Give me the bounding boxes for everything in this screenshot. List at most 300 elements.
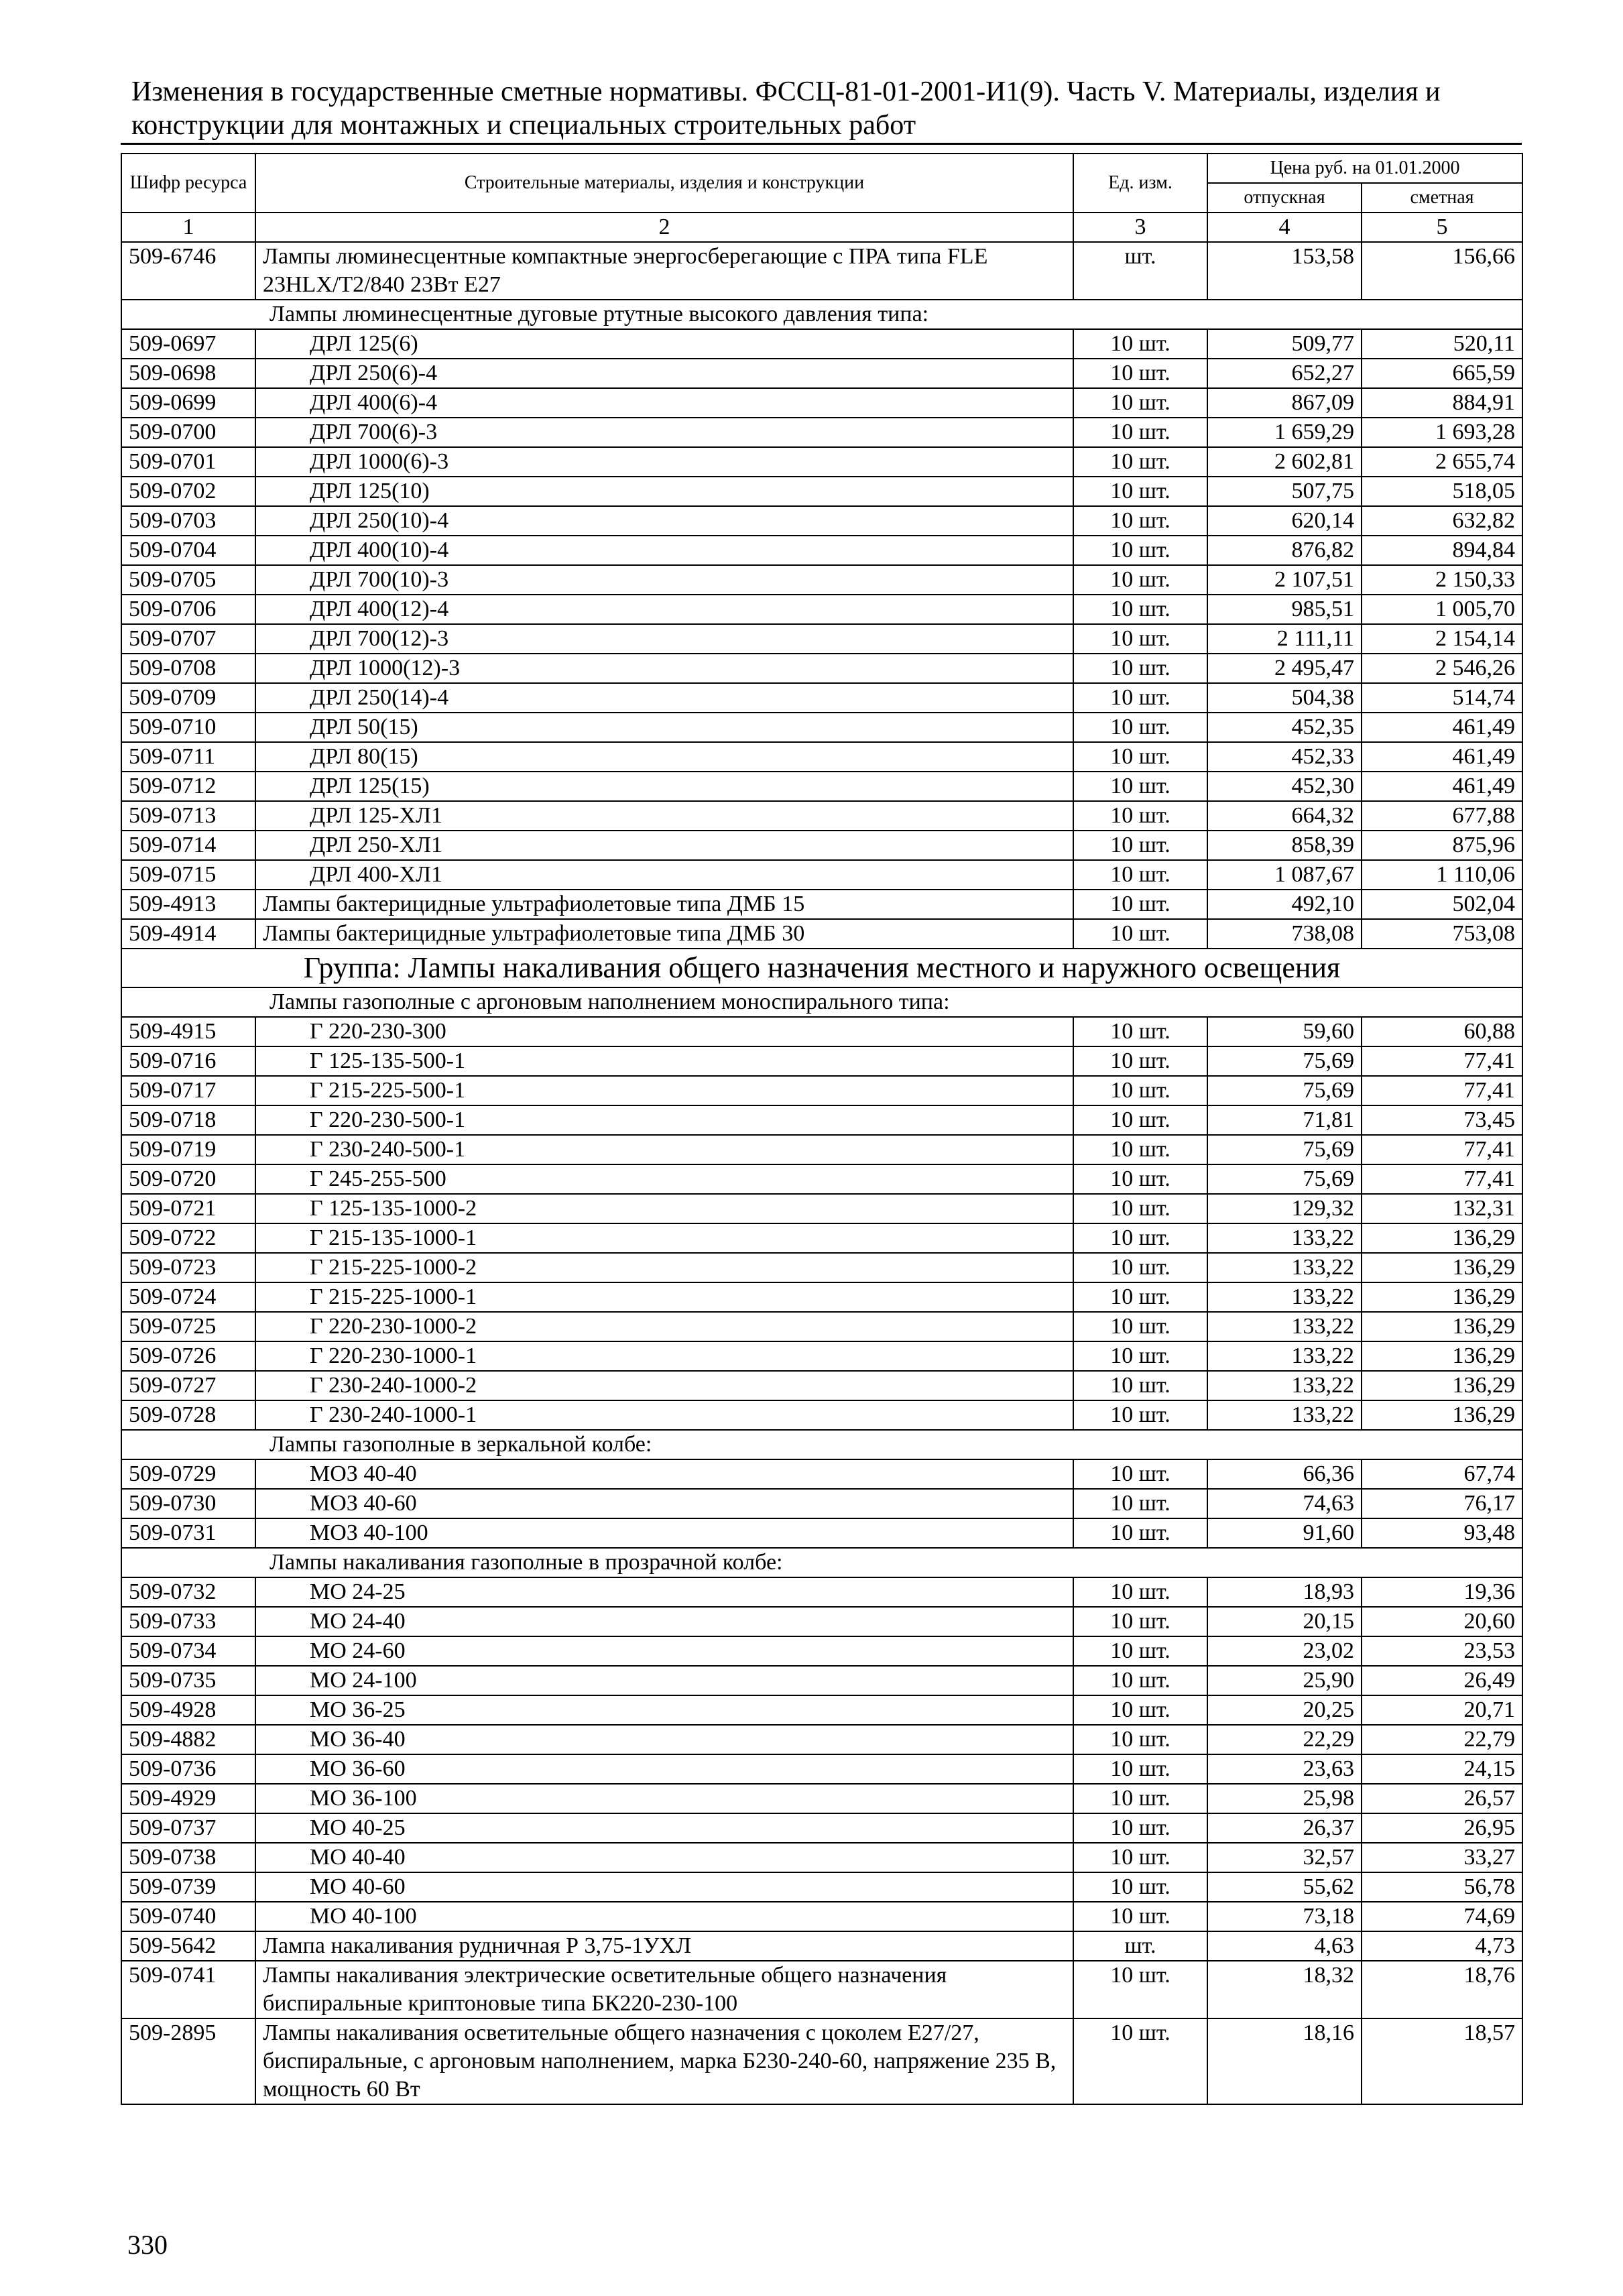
resource-code: 509-0730: [121, 1489, 255, 1518]
estimate-price: 77,41: [1362, 1164, 1522, 1194]
release-price: 133,22: [1207, 1282, 1362, 1312]
material-name: ДРЛ 80(15): [255, 742, 1073, 772]
estimate-price: 24,15: [1362, 1754, 1522, 1784]
table-row: [121, 506, 1522, 536]
table-row: [121, 1459, 1522, 1489]
table-row: [121, 1902, 1522, 1931]
material-name: ДРЛ 700(12)-3: [255, 624, 1073, 654]
column-number: 3: [1073, 213, 1207, 242]
estimate-price: 20,60: [1362, 1607, 1522, 1636]
material-name: МО 24-40: [255, 1607, 1073, 1636]
material-name: ДРЛ 1000(12)-3: [255, 654, 1073, 683]
unit-cell: 10 шт.: [1073, 536, 1207, 565]
header-price: Цена руб. на 01.01.2000: [1207, 154, 1522, 183]
material-name: ДРЛ 125(15): [255, 772, 1073, 801]
table-row: [121, 801, 1522, 831]
resource-code: 509-0712: [121, 772, 255, 801]
material-name: ДРЛ 700(10)-3: [255, 565, 1073, 595]
table-row: [121, 1105, 1522, 1135]
release-price: 55,62: [1207, 1872, 1362, 1902]
release-price: 133,22: [1207, 1312, 1362, 1341]
unit-cell: шт.: [1073, 1931, 1207, 1961]
material-name: МОЗ 40-60: [255, 1489, 1073, 1518]
estimate-price: 502,04: [1362, 890, 1522, 919]
estimate-price: 26,95: [1362, 1813, 1522, 1843]
estimate-price: 73,45: [1362, 1105, 1522, 1135]
header-release-price: отпускная: [1207, 183, 1362, 213]
resource-code: 509-0711: [121, 742, 255, 772]
resource-code: 509-4882: [121, 1725, 255, 1754]
unit-cell: 10 шт.: [1073, 1961, 1207, 2018]
resource-code: 509-0708: [121, 654, 255, 683]
release-price: 32,57: [1207, 1843, 1362, 1872]
release-price: 133,22: [1207, 1253, 1362, 1282]
resource-code: 509-0736: [121, 1754, 255, 1784]
unit-cell: 10 шт.: [1073, 1164, 1207, 1194]
unit-cell: 10 шт.: [1073, 565, 1207, 595]
table-row: [121, 1194, 1522, 1223]
release-price: 2 495,47: [1207, 654, 1362, 683]
resource-code: 509-0733: [121, 1607, 255, 1636]
estimate-price: 136,29: [1362, 1282, 1522, 1312]
release-price: 985,51: [1207, 595, 1362, 624]
subheading-row: [121, 1548, 1522, 1577]
estimate-price: 77,41: [1362, 1046, 1522, 1076]
table-row: [121, 1754, 1522, 1784]
resource-code: 509-0727: [121, 1371, 255, 1400]
release-price: 20,25: [1207, 1695, 1362, 1725]
resource-code: 509-0699: [121, 388, 255, 418]
material-name: ДРЛ 250-ХЛ1: [255, 831, 1073, 860]
group-row: [121, 949, 1522, 987]
unit-cell: 10 шт.: [1073, 1784, 1207, 1813]
unit-cell: 10 шт.: [1073, 1076, 1207, 1105]
table-row: [121, 1282, 1522, 1312]
price-table: [121, 153, 1523, 2105]
unit-cell: 10 шт.: [1073, 772, 1207, 801]
material-name: Г 215-225-1000-2: [255, 1253, 1073, 1282]
estimate-price: 461,49: [1362, 742, 1522, 772]
resource-code: 509-0737: [121, 1813, 255, 1843]
table-row: [121, 1931, 1522, 1961]
estimate-price: 136,29: [1362, 1253, 1522, 1282]
estimate-price: 2 154,14: [1362, 624, 1522, 654]
material-name: Г 230-240-1000-1: [255, 1400, 1073, 1430]
material-name: ДРЛ 50(15): [255, 713, 1073, 742]
table-row: [121, 1666, 1522, 1695]
table-row: [121, 1843, 1522, 1872]
unit-cell: 10 шт.: [1073, 860, 1207, 890]
header-estimate-price: сметная: [1362, 183, 1522, 213]
estimate-price: 136,29: [1362, 1312, 1522, 1341]
release-price: 664,32: [1207, 801, 1362, 831]
resource-code: 509-0722: [121, 1223, 255, 1253]
estimate-price: 518,05: [1362, 477, 1522, 506]
release-price: 129,32: [1207, 1194, 1362, 1223]
table-row: [121, 1489, 1522, 1518]
table-row: [121, 1636, 1522, 1666]
unit-cell: 10 шт.: [1073, 329, 1207, 359]
resource-code: 509-0734: [121, 1636, 255, 1666]
release-price: 23,63: [1207, 1754, 1362, 1784]
unit-cell: 10 шт.: [1073, 1695, 1207, 1725]
resource-code: 509-0723: [121, 1253, 255, 1282]
release-price: 75,69: [1207, 1046, 1362, 1076]
resource-code: 509-0709: [121, 683, 255, 713]
release-price: 25,98: [1207, 1784, 1362, 1813]
unit-cell: 10 шт.: [1073, 1902, 1207, 1931]
material-name: Г 220-230-300: [255, 1017, 1073, 1046]
material-name: Лампы люминесцентные компактные энергосберегающие с ПРА типа FLE 23HLX/T2/840 23Вт E27: [255, 242, 1073, 300]
estimate-price: 632,82: [1362, 506, 1522, 536]
table-row: [121, 418, 1522, 447]
estimate-price: 26,49: [1362, 1666, 1522, 1695]
release-price: 738,08: [1207, 919, 1362, 949]
estimate-price: 23,53: [1362, 1636, 1522, 1666]
release-price: 504,38: [1207, 683, 1362, 713]
unit-cell: 10 шт.: [1073, 890, 1207, 919]
estimate-price: 753,08: [1362, 919, 1522, 949]
estimate-price: 136,29: [1362, 1400, 1522, 1430]
unit-cell: 10 шт.: [1073, 477, 1207, 506]
estimate-price: 2 655,74: [1362, 447, 1522, 477]
material-name: ДРЛ 400(12)-4: [255, 595, 1073, 624]
estimate-price: 20,71: [1362, 1695, 1522, 1725]
material-name: МО 24-60: [255, 1636, 1073, 1666]
resource-code: 509-0718: [121, 1105, 255, 1135]
estimate-price: 26,57: [1362, 1784, 1522, 1813]
subheading: Лампы накаливания газополные в прозрачной колбе:: [121, 1548, 1522, 1577]
material-name: ДРЛ 250(6)-4: [255, 359, 1073, 388]
resource-code: 509-0739: [121, 1872, 255, 1902]
subheading: Лампы люминесцентные дуговые ртутные высокого давления типа:: [121, 300, 1522, 329]
material-name: ДРЛ 250(10)-4: [255, 506, 1073, 536]
resource-code: 509-2895: [121, 2018, 255, 2104]
resource-code: 509-0710: [121, 713, 255, 742]
table-row: [121, 2018, 1522, 2104]
material-name: МО 24-25: [255, 1577, 1073, 1607]
estimate-price: 77,41: [1362, 1135, 1522, 1164]
material-name: Г 220-230-1000-2: [255, 1312, 1073, 1341]
table-row: [121, 624, 1522, 654]
estimate-price: 33,27: [1362, 1843, 1522, 1872]
release-price: 2 107,51: [1207, 565, 1362, 595]
resource-code: 509-0716: [121, 1046, 255, 1076]
resource-code: 509-0735: [121, 1666, 255, 1695]
column-number: 4: [1207, 213, 1362, 242]
estimate-price: 156,66: [1362, 242, 1522, 300]
resource-code: 509-4915: [121, 1017, 255, 1046]
unit-cell: 10 шт.: [1073, 1312, 1207, 1341]
table-row: [121, 1223, 1522, 1253]
unit-cell: 10 шт.: [1073, 1843, 1207, 1872]
resource-code: 509-0731: [121, 1518, 255, 1548]
estimate-price: 136,29: [1362, 1371, 1522, 1400]
unit-cell: 10 шт.: [1073, 801, 1207, 831]
resource-code: 509-0728: [121, 1400, 255, 1430]
column-number: 1: [121, 213, 255, 242]
material-name: Г 215-135-1000-1: [255, 1223, 1073, 1253]
resource-code: 509-4914: [121, 919, 255, 949]
resource-code: 509-0714: [121, 831, 255, 860]
unit-cell: 10 шт.: [1073, 1194, 1207, 1223]
resource-code: 509-0701: [121, 447, 255, 477]
estimate-price: 93,48: [1362, 1518, 1522, 1548]
release-price: 492,10: [1207, 890, 1362, 919]
unit-cell: 10 шт.: [1073, 388, 1207, 418]
material-name: Г 215-225-1000-1: [255, 1282, 1073, 1312]
unit-cell: 10 шт.: [1073, 742, 1207, 772]
resource-code: 509-5642: [121, 1931, 255, 1961]
resource-code: 509-4913: [121, 890, 255, 919]
resource-code: 509-0704: [121, 536, 255, 565]
material-name: ДРЛ 125-ХЛ1: [255, 801, 1073, 831]
table-row: [121, 1253, 1522, 1282]
table-row: [121, 536, 1522, 565]
table-row: [121, 1872, 1522, 1902]
table-row: [121, 890, 1522, 919]
table-row: [121, 1961, 1522, 2018]
resource-code: 509-0732: [121, 1577, 255, 1607]
material-name: Г 230-240-1000-2: [255, 1371, 1073, 1400]
table-row: [121, 1400, 1522, 1430]
table-row: [121, 654, 1522, 683]
table-row: [121, 359, 1522, 388]
resource-code: 509-0703: [121, 506, 255, 536]
estimate-price: 514,74: [1362, 683, 1522, 713]
table-row: [121, 1371, 1522, 1400]
resource-code: 509-0729: [121, 1459, 255, 1489]
release-price: 858,39: [1207, 831, 1362, 860]
material-name: МОЗ 40-40: [255, 1459, 1073, 1489]
release-price: 25,90: [1207, 1666, 1362, 1695]
resource-code: 509-0697: [121, 329, 255, 359]
unit-cell: 10 шт.: [1073, 1282, 1207, 1312]
resource-code: 509-6746: [121, 242, 255, 300]
table-row: [121, 388, 1522, 418]
subheading-row: [121, 300, 1522, 329]
resource-code: 509-0702: [121, 477, 255, 506]
release-price: 507,75: [1207, 477, 1362, 506]
estimate-price: 884,91: [1362, 388, 1522, 418]
unit-cell: 10 шт.: [1073, 1371, 1207, 1400]
material-name: ДРЛ 125(6): [255, 329, 1073, 359]
unit-cell: 10 шт.: [1073, 418, 1207, 447]
estimate-price: 1 693,28: [1362, 418, 1522, 447]
unit-cell: 10 шт.: [1073, 1518, 1207, 1548]
release-price: 867,09: [1207, 388, 1362, 418]
material-name: Г 215-225-500-1: [255, 1076, 1073, 1105]
estimate-price: 1 110,06: [1362, 860, 1522, 890]
estimate-price: 520,11: [1362, 329, 1522, 359]
estimate-price: 461,49: [1362, 713, 1522, 742]
material-name: Лампы бактерицидные ультрафиолетовые типа ДМБ 30: [255, 919, 1073, 949]
table-row: [121, 1312, 1522, 1341]
table-row: [121, 919, 1522, 949]
material-name: Г 220-230-1000-1: [255, 1341, 1073, 1371]
material-name: МО 40-60: [255, 1872, 1073, 1902]
release-price: 73,18: [1207, 1902, 1362, 1931]
unit-cell: 10 шт.: [1073, 1813, 1207, 1843]
unit-cell: 10 шт.: [1073, 1017, 1207, 1046]
material-name: ДРЛ 400(10)-4: [255, 536, 1073, 565]
unit-cell: 10 шт.: [1073, 1577, 1207, 1607]
resource-code: 509-0715: [121, 860, 255, 890]
estimate-price: 74,69: [1362, 1902, 1522, 1931]
table-row: [121, 1784, 1522, 1813]
unit-cell: 10 шт.: [1073, 654, 1207, 683]
estimate-price: 1 005,70: [1362, 595, 1522, 624]
estimate-price: 461,49: [1362, 772, 1522, 801]
material-name: ДРЛ 700(6)-3: [255, 418, 1073, 447]
resource-code: 509-0721: [121, 1194, 255, 1223]
estimate-price: 4,73: [1362, 1931, 1522, 1961]
release-price: 876,82: [1207, 536, 1362, 565]
resource-code: 509-0705: [121, 565, 255, 595]
estimate-price: 19,36: [1362, 1577, 1522, 1607]
unit-cell: 10 шт.: [1073, 1636, 1207, 1666]
estimate-price: 677,88: [1362, 801, 1522, 831]
release-price: 71,81: [1207, 1105, 1362, 1135]
material-name: Лампы накаливания электрические осветительные общего назначения биспиральные криптоновые типа БК220-230-100: [255, 1961, 1073, 2018]
table-row: [121, 860, 1522, 890]
resource-code: 509-4928: [121, 1695, 255, 1725]
material-name: ДРЛ 250(14)-4: [255, 683, 1073, 713]
resource-code: 509-0717: [121, 1076, 255, 1105]
unit-cell: 10 шт.: [1073, 359, 1207, 388]
table-row: [121, 1725, 1522, 1754]
material-name: Лампы бактерицидные ультрафиолетовые типа ДМБ 15: [255, 890, 1073, 919]
group-title: Группа: Лампы накаливания общего назначения местного и наружного освещения: [121, 949, 1522, 987]
resource-code: 509-0726: [121, 1341, 255, 1371]
release-price: 91,60: [1207, 1518, 1362, 1548]
unit-cell: 10 шт.: [1073, 713, 1207, 742]
page-number: 330: [127, 2230, 168, 2260]
unit-cell: 10 шт.: [1073, 595, 1207, 624]
unit-cell: 10 шт.: [1073, 1105, 1207, 1135]
material-name: ДРЛ 125(10): [255, 477, 1073, 506]
release-price: 22,29: [1207, 1725, 1362, 1754]
estimate-price: 665,59: [1362, 359, 1522, 388]
estimate-price: 132,31: [1362, 1194, 1522, 1223]
release-price: 133,22: [1207, 1341, 1362, 1371]
release-price: 75,69: [1207, 1076, 1362, 1105]
estimate-price: 2 546,26: [1362, 654, 1522, 683]
resource-code: 509-0707: [121, 624, 255, 654]
unit-cell: 10 шт.: [1073, 1459, 1207, 1489]
resource-code: 509-0738: [121, 1843, 255, 1872]
estimate-price: 77,41: [1362, 1076, 1522, 1105]
table-row: [121, 1518, 1522, 1548]
material-name: Г 245-255-500: [255, 1164, 1073, 1194]
material-name: Г 125-135-500-1: [255, 1046, 1073, 1076]
estimate-price: 67,74: [1362, 1459, 1522, 1489]
resource-code: 509-0698: [121, 359, 255, 388]
resource-code: 509-0725: [121, 1312, 255, 1341]
material-name: МО 36-60: [255, 1754, 1073, 1784]
table-row: [121, 1607, 1522, 1636]
resource-code: 509-4929: [121, 1784, 255, 1813]
unit-cell: 10 шт.: [1073, 1666, 1207, 1695]
unit-cell: 10 шт.: [1073, 506, 1207, 536]
unit-cell: 10 шт.: [1073, 1135, 1207, 1164]
subheading: Лампы газополные с аргоновым наполнением моноспирального типа:: [121, 987, 1522, 1017]
release-price: 75,69: [1207, 1135, 1362, 1164]
table-row: [121, 1695, 1522, 1725]
release-price: 74,63: [1207, 1489, 1362, 1518]
material-name: Лампы накаливания осветительные общего назначения с цоколем Е27/27, биспиральные, с аргоновым наполнением, марка Б230-240-60, напряжение 235 В, мощность 60 Вт: [255, 2018, 1073, 2104]
release-price: 26,37: [1207, 1813, 1362, 1843]
unit-cell: 10 шт.: [1073, 447, 1207, 477]
resource-code: 509-0741: [121, 1961, 255, 2018]
resource-code: 509-0724: [121, 1282, 255, 1312]
release-price: 23,02: [1207, 1636, 1362, 1666]
material-name: МО 40-100: [255, 1902, 1073, 1931]
unit-cell: шт.: [1073, 242, 1207, 300]
table-row: [121, 447, 1522, 477]
release-price: 4,63: [1207, 1931, 1362, 1961]
release-price: 18,16: [1207, 2018, 1362, 2104]
table-row: [121, 1164, 1522, 1194]
unit-cell: 10 шт.: [1073, 1489, 1207, 1518]
table-row: [121, 1813, 1522, 1843]
release-price: 1 659,29: [1207, 418, 1362, 447]
table-row: [121, 242, 1522, 300]
table-row: [121, 772, 1522, 801]
release-price: 2 111,11: [1207, 624, 1362, 654]
unit-cell: 10 шт.: [1073, 831, 1207, 860]
table-row: [121, 713, 1522, 742]
subheading: Лампы газополные в зеркальной колбе:: [121, 1430, 1522, 1459]
material-name: Г 230-240-500-1: [255, 1135, 1073, 1164]
release-price: 133,22: [1207, 1400, 1362, 1430]
table-row: [121, 329, 1522, 359]
table-row: [121, 477, 1522, 506]
estimate-price: 18,76: [1362, 1961, 1522, 2018]
release-price: 18,93: [1207, 1577, 1362, 1607]
release-price: 452,33: [1207, 742, 1362, 772]
material-name: МО 24-100: [255, 1666, 1073, 1695]
unit-cell: 10 шт.: [1073, 1253, 1207, 1282]
subheading-row: [121, 987, 1522, 1017]
material-name: ДРЛ 400-ХЛ1: [255, 860, 1073, 890]
unit-cell: 10 шт.: [1073, 1754, 1207, 1784]
unit-cell: 10 шт.: [1073, 1400, 1207, 1430]
release-price: 20,15: [1207, 1607, 1362, 1636]
estimate-price: 18,57: [1362, 2018, 1522, 2104]
material-name: МОЗ 40-100: [255, 1518, 1073, 1548]
estimate-price: 22,79: [1362, 1725, 1522, 1754]
estimate-price: 76,17: [1362, 1489, 1522, 1518]
release-price: 59,60: [1207, 1017, 1362, 1046]
release-price: 133,22: [1207, 1223, 1362, 1253]
release-price: 1 087,67: [1207, 860, 1362, 890]
release-price: 75,69: [1207, 1164, 1362, 1194]
estimate-price: 136,29: [1362, 1341, 1522, 1371]
release-price: 620,14: [1207, 506, 1362, 536]
resource-code: 509-0700: [121, 418, 255, 447]
table-row: [121, 1341, 1522, 1371]
release-price: 18,32: [1207, 1961, 1362, 2018]
unit-cell: 10 шт.: [1073, 624, 1207, 654]
table-body: [121, 242, 1522, 2104]
header-code: Шифр ресурса: [121, 154, 255, 213]
material-name: МО 36-25: [255, 1695, 1073, 1725]
resource-code: 509-0713: [121, 801, 255, 831]
unit-cell: 10 шт.: [1073, 1223, 1207, 1253]
unit-cell: 10 шт.: [1073, 1872, 1207, 1902]
unit-cell: 10 шт.: [1073, 919, 1207, 949]
